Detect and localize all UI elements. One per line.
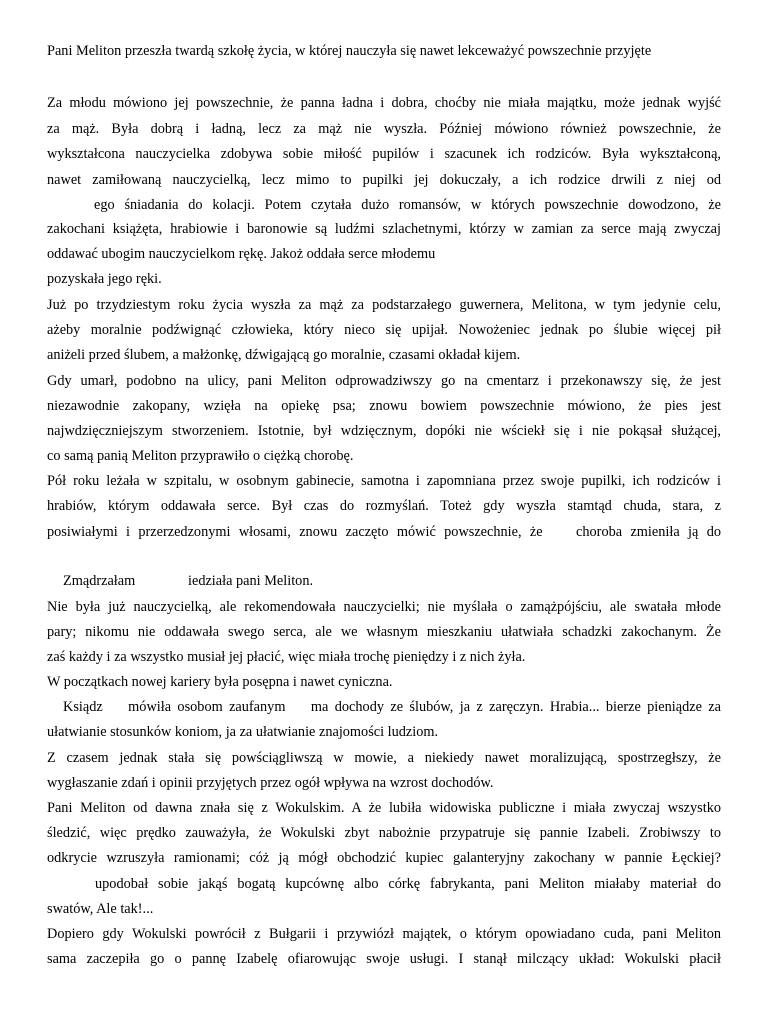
text-line: Nie była już nauczycielką, ale rekomendowała nauczycielki; nie myślała o zamążpójściu, ale swatała młode [47,599,721,615]
text-line: najwdzięczniejszym stworzeniem. Istotnie, był wdzięcznym, dopóki nie wściekł się i nie pokąsał służącej, [47,423,721,439]
text-line: aniżeli przed ślubem, a małżonkę, dźwigającą go moralnie, czasami okładał kijem. [47,347,521,363]
text-line: oddawać ubogim nauczycielkom rękę. Jakoż oddała serce młodemu [47,246,436,262]
text-line: nawet zamiłowaną nauczycielką, lecz mimo to pupilki jej dokuczały, a ich rodzice drwili z niej od [47,172,721,188]
text-line: Pani Meliton przeszła twardą szkołę życia, w której nauczyła się nawet lekceważyć powszechnie przyjęte [47,43,652,59]
text-line: wykształcona nauczycielka zdobywa sobie miłość pupilów i szacunek ich rodziców. Była wykształconą, [47,146,721,162]
text-line: co samą panią Meliton przyprawiło o ciężką chorobę. [47,448,354,464]
text-line: zaś każdy i za wszystko musiał jej płacić, więc miała trochę pieniędzy i z nich żyła. [47,649,526,665]
text-line: śledzić, więc prędko zauważyła, że Wokulski zbyt nabożnie przypatruje się pannie Izabeli. Zrobiwszy to [47,825,721,841]
text-line: upodobał sobie jakąś bogatą kupcównę albo córkę fabrykanta, pani Meliton miałaby materiał do [95,876,721,892]
text-fragment: Zmądrzałam [63,573,136,589]
text-line: pary; nikomu nie oddawała swego serca, ale we własnym mieszkaniu ułatwiała schadzki zakochanym. Że [47,624,721,640]
text-line: Pół roku leżała w szpitalu, w osobnym gabinecie, samotna i zapomniana przez swoje pupilki, ich rodziców i [47,473,721,489]
text-line: posiwiałymi i przerzedzonymi włosami, znowu zaczęto mówić powszechnie, że choroba zmieniła ją do [47,524,721,540]
text-line: ego śniadania do kolacji. Potem czytała dużo romansów, w których powszechnie dowodzono, że [94,197,721,213]
text-line: Z czasem jednak stała się powściągliwszą w mowie, a niekiedy nawet moralizującą, spostrzegłszy, że [47,750,721,766]
text-line: wygłaszanie zdań i opinii przyjętych przez ogół wpływa na wzrost dochodów. [47,775,494,791]
text-line: zakochani książęta, hrabiowie i baronowie są ludźmi szlachetnymi, którzy w zamian za serce mają zwyczaj [47,221,721,237]
text-line: ażeby moralnie podźwignąć człowieka, który nieco się upijał. Nowożeniec jednak po ślubie więcej pił [47,322,721,338]
text-line: Pani Meliton od dawna znała się z Wokulskim. A że lubiła widowiska publiczne i miała zwyczaj wszystko [47,800,721,816]
text-line: za mąż. Była dobrą i ładną, lecz za mąż nie wyszła. Później mówiono również powszechnie, że [47,121,721,137]
text-line: pozyskała jego ręki. [47,271,162,287]
text-line: odkrycie wzruszyła ramionami; cóż ją mógł obchodzić kupiec galanteryjny zakochany w pannie Łęckiej? [47,850,721,866]
text-line: Już po trzydziestym roku życia wyszła za mąż za podstarzałego guwernera, Melitona, w tym jedynie celu, [47,297,721,313]
text-line: W początkach nowej kariery była posępna i nawet cyniczna. [47,674,393,690]
text-line: niezawodnie zakopany, wzięła na opiekę psa; znowu bowiem powszechnie mówiono, że pies jest [47,398,721,414]
text-line: Dopiero gdy Wokulski powrócił z Bułgarii i przywiózł majątek, o którym opowiadano cuda, pani Meliton [47,926,721,942]
text-line: Gdy umarł, podobno na ulicy, pani Meliton odprowadziwszy go na cmentarz i przekonawszy się, że jest [47,373,721,389]
text-line: ułatwianie stosunków koniom, ja za ułatwianie znajomości ludziom. [47,724,439,740]
text-line: swatów, Ale tak!... [47,901,154,917]
text-line: Ksiądz mówiła osobom zaufanym ma dochody ze ślubów, ja z zaręczyn. Hrabia... bierze pieniądze za [63,699,721,715]
text-line: hrabiów, którym oddawała serce. Był czas do rozmyślań. Toteż gdy wyszła stamtąd chuda, stara, z [47,498,721,514]
text-fragment: iedziała pani Meliton. [188,573,314,589]
text-line: Za młodu mówiono jej powszechnie, że panna ładna i dobra, choćby nie miała majątku, może jednak wyjść [47,95,721,111]
text-line: sama zaczepiła go o pannę Izabelę ofiarowując swoje usługi. I stanął milczący układ: Wokulski płacił [47,951,721,967]
